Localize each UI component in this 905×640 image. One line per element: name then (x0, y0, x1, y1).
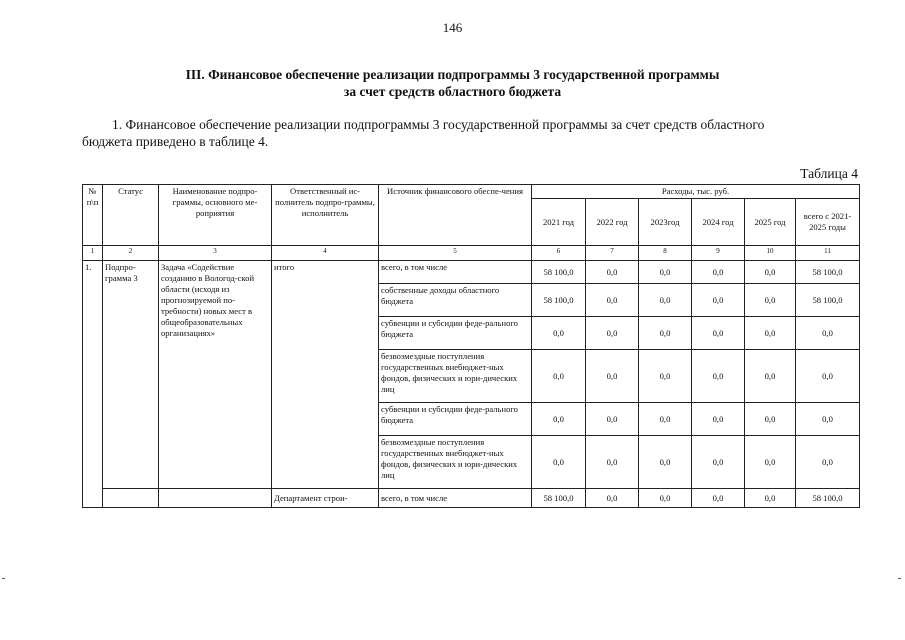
col-index: 6 (532, 246, 586, 261)
row-source: безвозмездные поступления государственных внебюджет-ных фондов, физических и юри-дических лиц (379, 350, 532, 403)
row-source: всего, в том числе (379, 261, 532, 284)
value-cell: 0,0 (532, 317, 586, 350)
value-cell: 0,0 (586, 350, 639, 403)
row-source: собственные доходы областного бюджета (379, 284, 532, 317)
value-cell: 58 100,0 (532, 489, 586, 508)
row-task: Задача «Содействие созданию в Вологод-ской области (исходя из прогнозируемой по-требности) новых мест в общеобразовательных организациях» (159, 261, 272, 489)
header-year-2024: 2024 год (692, 199, 745, 246)
table-row (83, 261, 860, 284)
header-status: Статус (103, 185, 159, 246)
col-index: 4 (272, 246, 379, 261)
table-caption: Таблица 4 (800, 166, 858, 181)
value-cell: 58 100,0 (532, 261, 586, 284)
value-cell: 0,0 (586, 436, 639, 489)
value-cell: 0,0 (586, 489, 639, 508)
value-cell: 0,0 (745, 317, 796, 350)
col-index: 11 (796, 246, 860, 261)
col-index: 10 (745, 246, 796, 261)
header-name: Наименование подпро-граммы, основного ме-роприятия (159, 185, 272, 246)
row-task-empty (159, 489, 272, 508)
value-cell: 0,0 (745, 350, 796, 403)
col-index: 5 (379, 246, 532, 261)
row-status-empty (103, 489, 159, 508)
value-cell: 0,0 (586, 317, 639, 350)
intro-paragraph (82, 116, 858, 150)
header-year-2025: 2025 год (745, 199, 796, 246)
value-cell: 0,0 (796, 350, 860, 403)
value-cell: 0,0 (639, 489, 692, 508)
value-cell: 0,0 (586, 284, 639, 317)
row-number: 1. (83, 261, 103, 508)
page-number: 146 (442, 20, 463, 35)
header-year-2023: 2023год (639, 199, 692, 246)
header-num: № п\п (83, 185, 103, 246)
value-cell: 0,0 (692, 436, 745, 489)
col-index: 9 (692, 246, 745, 261)
section-heading (0, 66, 905, 100)
row-source: субвенции и субсидии феде-рального бюджета (379, 317, 532, 350)
value-cell: 0,0 (745, 284, 796, 317)
intro-line-2: бюджета приведено в таблице 4. (82, 134, 269, 149)
value-cell: 0,0 (692, 403, 745, 436)
col-index: 3 (159, 246, 272, 261)
section-heading-line-1: III. Финансовое обеспечение реализации подпрограммы 3 государственной программы (185, 67, 720, 82)
column-index-row (83, 246, 860, 261)
value-cell: 0,0 (796, 317, 860, 350)
value-cell: 58 100,0 (796, 284, 860, 317)
header-total-years: всего с 2021- 2025 годы (796, 199, 860, 246)
value-cell: 0,0 (639, 317, 692, 350)
value-cell: 0,0 (745, 403, 796, 436)
value-cell: 0,0 (692, 350, 745, 403)
value-cell: 0,0 (586, 261, 639, 284)
col-index: 8 (639, 246, 692, 261)
row-status: Подпро-грамма 3 (103, 261, 159, 489)
header-year-2021: 2021 год (532, 199, 586, 246)
value-cell: 0,0 (796, 436, 860, 489)
header-responsible: Ответственный ис-полнитель подпро-граммы, исполнитель (272, 185, 379, 246)
row-responsible-dept: Департамент строи- (272, 489, 379, 508)
value-cell: 0,0 (639, 403, 692, 436)
col-index: 2 (103, 246, 159, 261)
value-cell: 0,0 (639, 261, 692, 284)
value-cell: 58 100,0 (532, 284, 586, 317)
header-year-2022: 2022 год (586, 199, 639, 246)
row-source: всего, в том числе (379, 489, 532, 508)
value-cell: 0,0 (745, 489, 796, 508)
value-cell: 0,0 (639, 284, 692, 317)
value-cell: 0,0 (692, 317, 745, 350)
value-cell: 0,0 (586, 403, 639, 436)
col-index: 7 (586, 246, 639, 261)
value-cell: 58 100,0 (796, 489, 860, 508)
row-responsible-total: итого (272, 261, 379, 489)
header-source: Источник финансового обеспе-чения (379, 185, 532, 246)
financing-table (82, 184, 860, 508)
intro-line-1: 1. Финансовое обеспечение реализации подпрограммы 3 государственной программы за счет средств областного (112, 117, 765, 132)
section-heading-line-2: за счет средств областного бюджета (343, 84, 562, 99)
value-cell: 0,0 (532, 436, 586, 489)
header-row-1 (83, 185, 860, 199)
row-source: субвенции и субсидии феде-рального бюджета (379, 403, 532, 436)
value-cell: 0,0 (639, 350, 692, 403)
value-cell: 58 100,0 (796, 261, 860, 284)
value-cell: 0,0 (639, 436, 692, 489)
value-cell: 0,0 (796, 403, 860, 436)
table-row (83, 489, 860, 508)
value-cell: 0,0 (532, 403, 586, 436)
value-cell: 0,0 (745, 436, 796, 489)
scan-mark-left (2, 578, 5, 579)
value-cell: 0,0 (692, 284, 745, 317)
scan-mark-right (898, 578, 901, 579)
value-cell: 0,0 (692, 489, 745, 508)
value-cell: 0,0 (745, 261, 796, 284)
header-expenses: Расходы, тыс. руб. (532, 185, 860, 199)
row-source: безвозмездные поступления государственных внебюджет-ных фондов, физических и юри-дических лиц (379, 436, 532, 489)
value-cell: 0,0 (532, 350, 586, 403)
value-cell: 0,0 (692, 261, 745, 284)
col-index: 1 (83, 246, 103, 261)
